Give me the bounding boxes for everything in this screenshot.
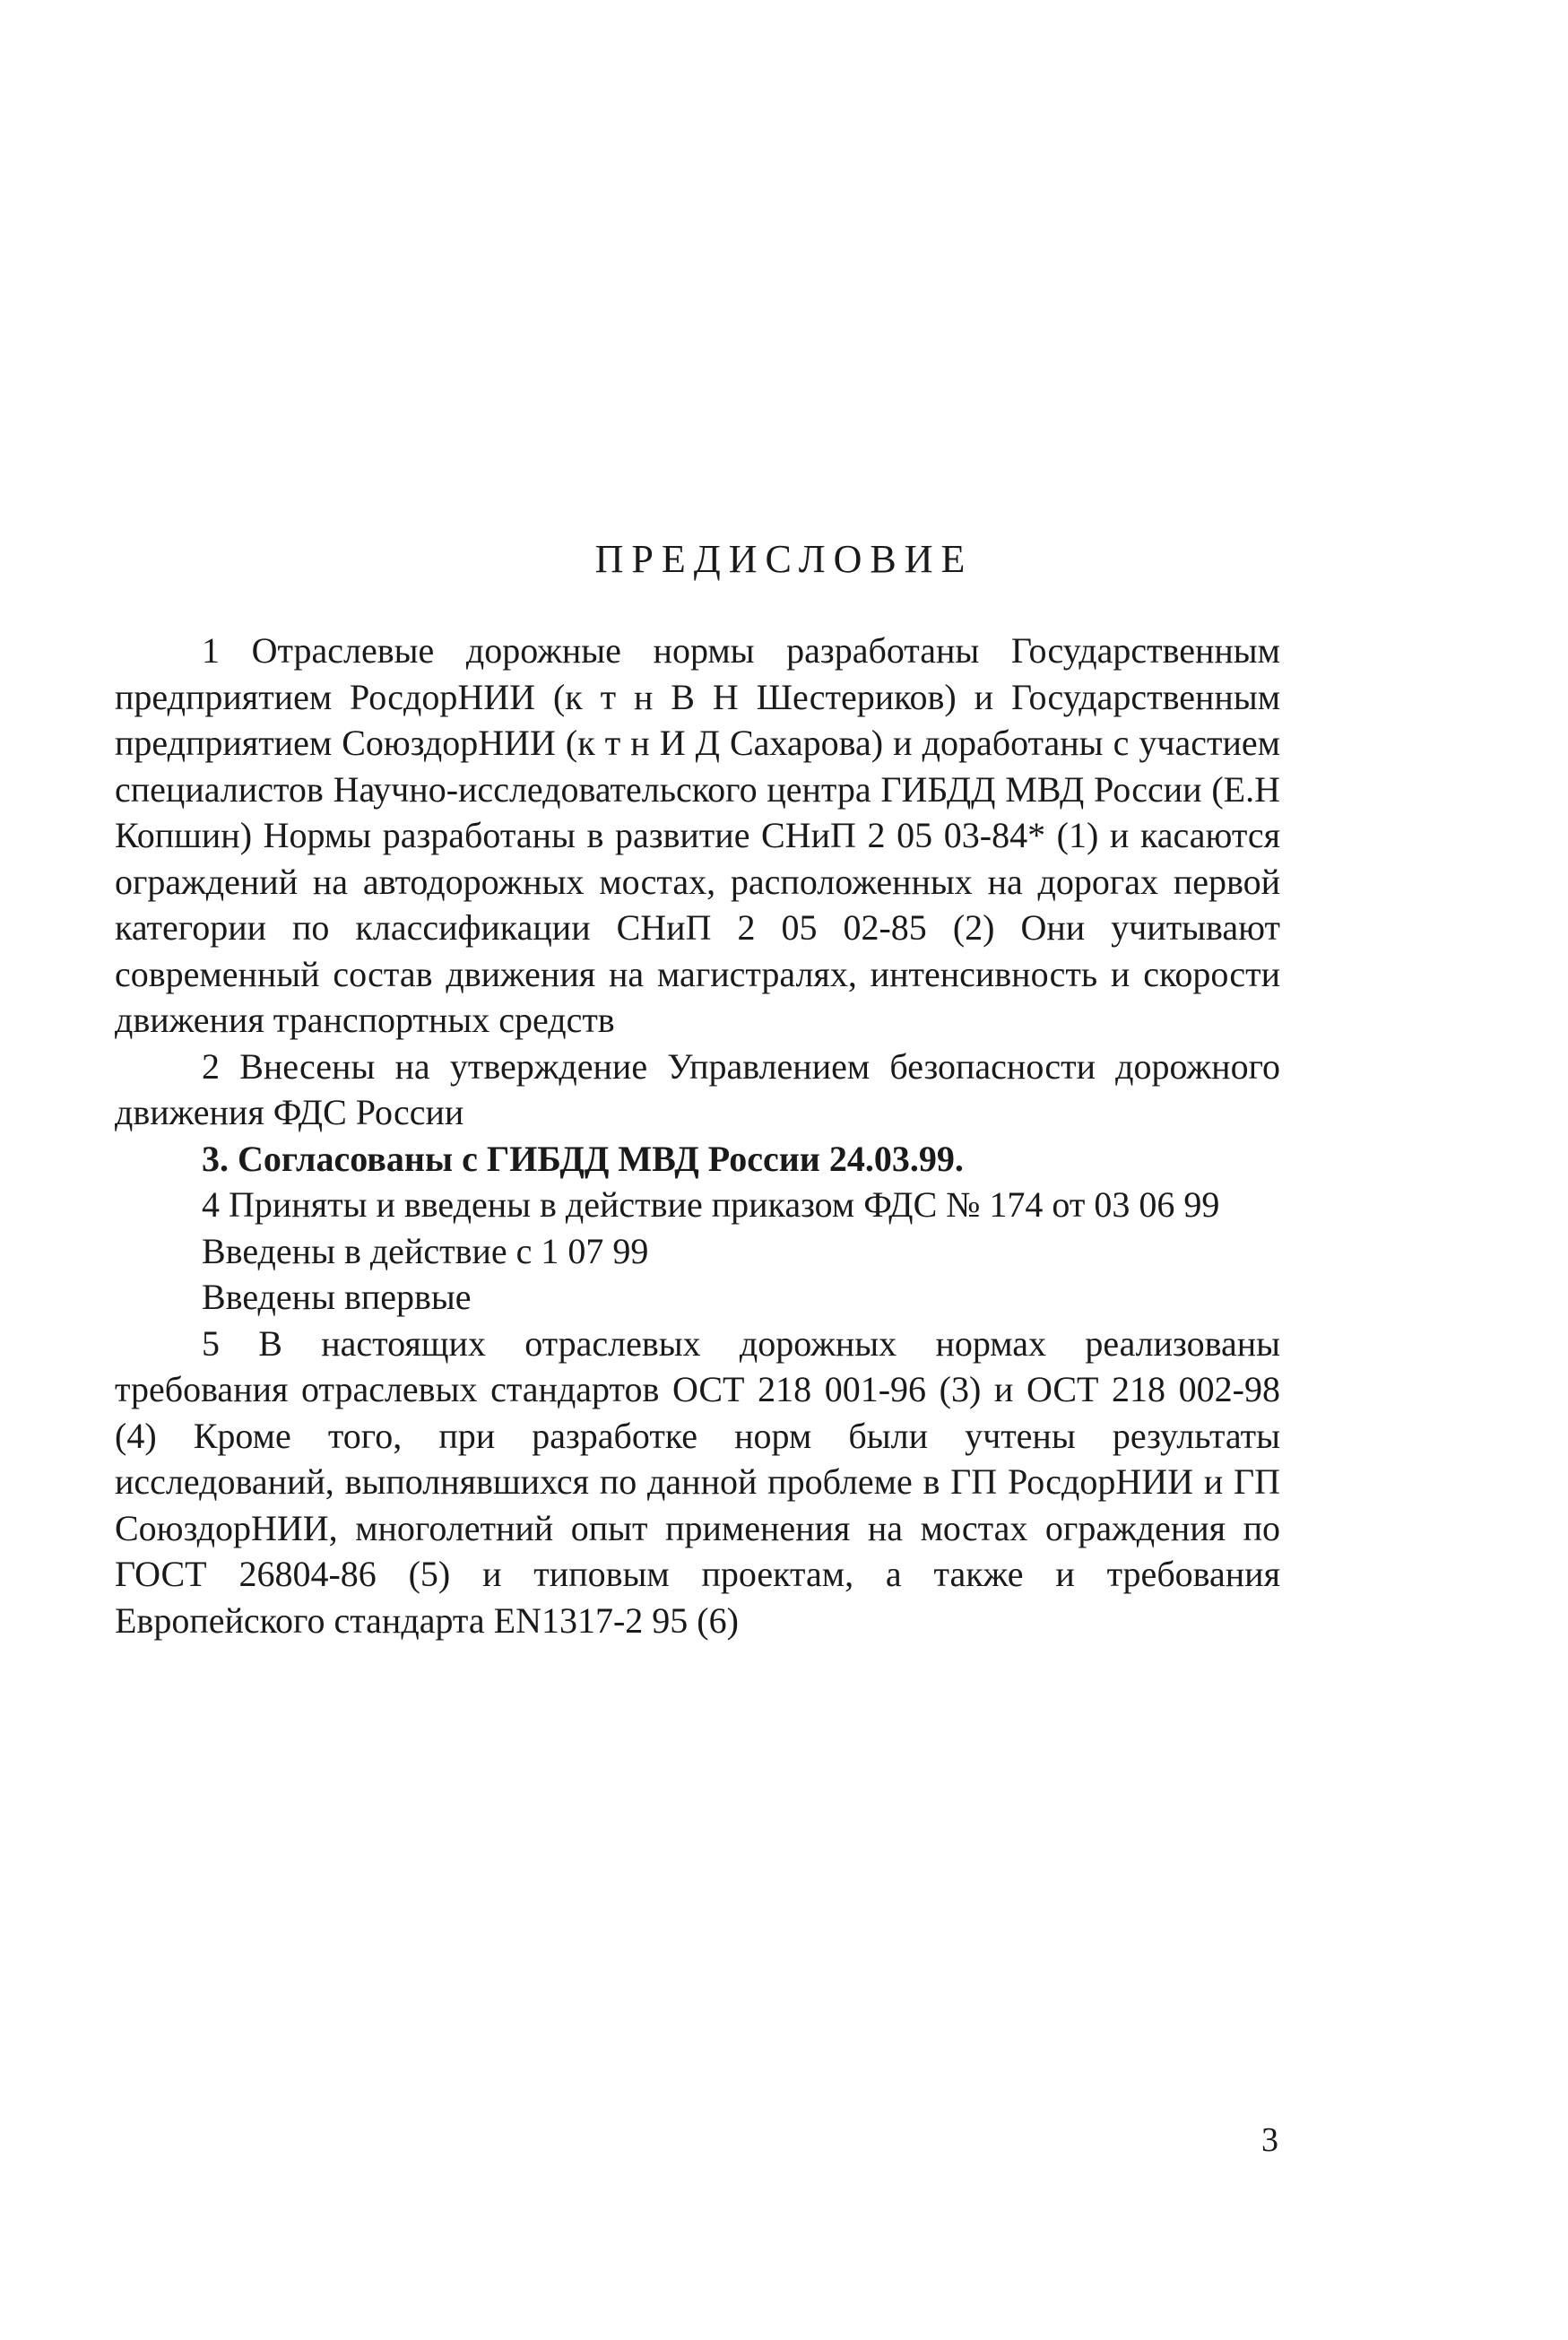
paragraph-developers: 1 Отраслевые дорожные нормы разработаны Государственным предприятием РосдорНИИ (к т н В Н Шестериков) и Государственным предприятием СоюздорНИИ (к т н И Д Сахарова) и доработаны с участием специалистов Научно-исследовательского центра ГИБДД МВД России (Е.Н Копшин) Нормы разработаны в развитие СНиП 2 05 03-84* (1) и касаются ограждений на автодорожных мостах, расположенных на дорогах первой категории по классификации СНиП 2 05 02-85 (2) Они учитывают современный состав движения на магистралях, интенсивность и скорости движения транспортных средств	[115, 630, 1280, 1040]
paragraph-adopted: 4 Приняты и введены в действие приказом ФДС № 174 от 03 06 99	[202, 1184, 1220, 1225]
page-title: ПРЕДИСЛОВИЕ	[594, 537, 974, 581]
paragraph-first-introduced: Введены впервые	[202, 1277, 472, 1317]
paragraph-submitted: 2 Внесены на утверждение Управлением безопасности дорожного движения ФДС России	[115, 1045, 1280, 1132]
body-text	[115, 628, 1280, 1643]
page-number: 3	[1261, 2121, 1278, 2159]
paragraph-standards: 5 В настоящих отраслевых дорожных нормах реализованы требования отраслевых стандартов ОСТ 218 001-96 (3) и ОСТ 218 002-98 (4) Кроме того, при разработке норм были учтены результаты исследований, выполнявшихся по данной проблеме в ГП РосдорНИИ и ГП СоюздорНИИ, многолетний опыт применения на мостах ограждения по ГОСТ 26804-86 (5) и типовым проектам, а также и требования Европейского стандарта EN1317-2 95 (6)	[115, 1322, 1280, 1641]
paragraph-effective-date: Введены в действие с 1 07 99	[202, 1230, 649, 1271]
paragraph-agreed: 3. Согласованы с ГИБДД МВД России 24.03.99.	[202, 1138, 964, 1179]
